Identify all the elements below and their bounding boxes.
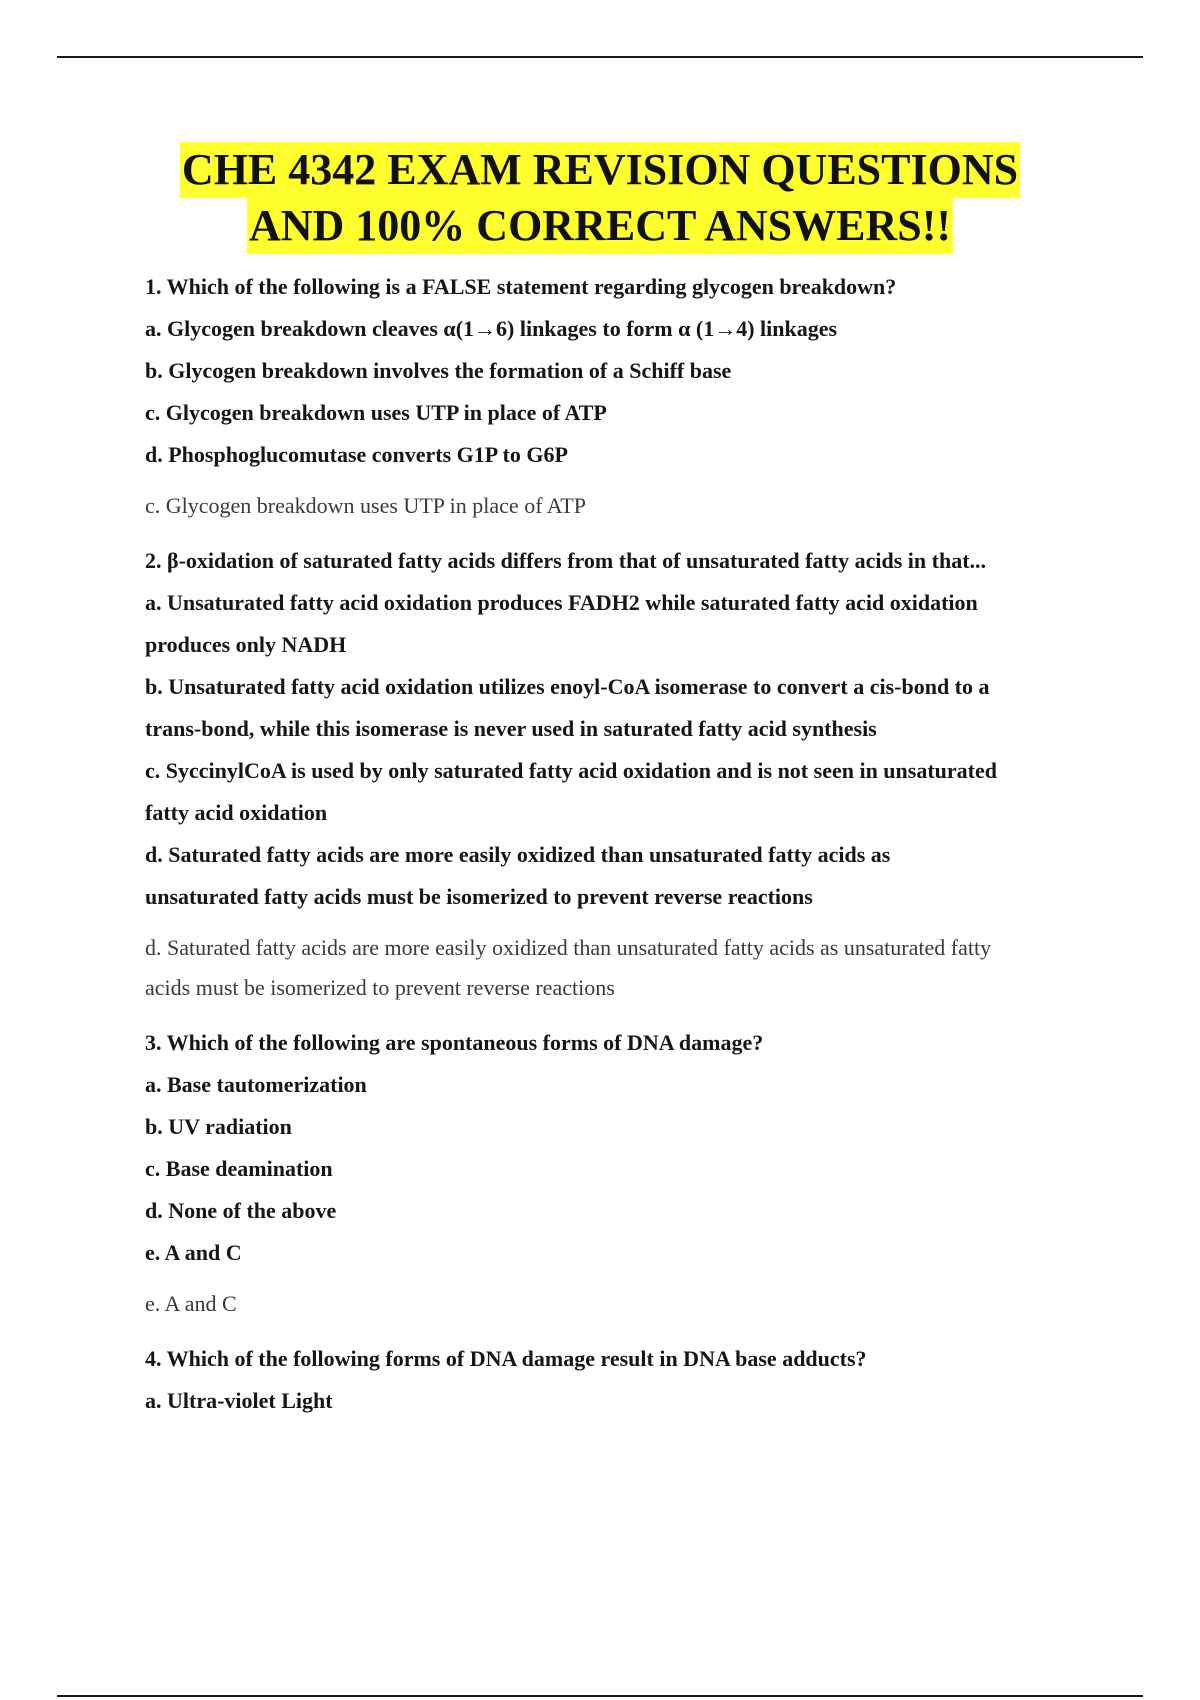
question-1-option-c: c. Glycogen breakdown uses UTP in place of ATP (145, 400, 607, 425)
title-line-1: CHE 4342 EXAM REVISION QUESTIONS (180, 142, 1020, 198)
question-1-option-d: d. Phosphoglucomutase converts G1P to G6P (145, 442, 568, 467)
question-2-answer (145, 928, 1095, 1008)
question-2-option-a-line-1: a. Unsaturated fatty acid oxidation produces FADH2 while saturated fatty acid oxidation (145, 590, 978, 615)
question-1-answer: c. Glycogen breakdown uses UTP in place of ATP (145, 493, 586, 518)
question-1-text: 1. Which of the following is a FALSE statement regarding glycogen breakdown? (145, 274, 897, 299)
question-4-option-a: a. Ultra-violet Light (145, 1388, 333, 1413)
question-3-answer: e. A and C (145, 1291, 237, 1316)
question-2-option-d-line-1: d. Saturated fatty acids are more easily oxidized than unsaturated fatty acids as (145, 842, 891, 867)
question-3-option-a: a. Base tautomerization (145, 1072, 367, 1097)
question-1-option-a: a. Glycogen breakdown cleaves α(1→6) linkages to form α (1→4) linkages (145, 316, 838, 341)
question-3-option-b: b. UV radiation (145, 1114, 292, 1139)
question-3 (145, 1022, 1095, 1324)
question-3-option-c: c. Base deamination (145, 1156, 333, 1181)
question-3-text: 3. Which of the following are spontaneous forms of DNA damage? (145, 1030, 764, 1055)
question-2-option-a-line-2: produces only NADH (145, 632, 347, 657)
question-2-text: 2. β-oxidation of saturated fatty acids differs from that of unsaturated fatty acids in that... (145, 548, 987, 573)
question-2-answer-line-2: acids must be isomerized to prevent reverse reactions (145, 975, 615, 1000)
question-2-option-b-line-2: trans-bond, while this isomerase is never used in saturated fatty acid synthesis (145, 716, 877, 741)
question-2-option-d-line-2: unsaturated fatty acids must be isomerized to prevent reverse reactions (145, 884, 813, 909)
question-4 (145, 1338, 1095, 1422)
question-1-option-b: b. Glycogen breakdown involves the formation of a Schiff base (145, 358, 732, 383)
question-4-text: 4. Which of the following forms of DNA damage result in DNA base adducts? (145, 1346, 867, 1371)
question-2-option-c-line-1: c. SyccinylCoA is used by only saturated fatty acid oxidation and is not seen in unsaturated (145, 758, 997, 783)
title-line-2: AND 100% CORRECT ANSWERS!! (247, 198, 953, 254)
question-2-answer-line-1: d. Saturated fatty acids are more easily oxidized than unsaturated fatty acids as unsaturated fatty (145, 935, 992, 960)
header-rule (57, 56, 1143, 58)
footer-rule (57, 1695, 1143, 1697)
question-1 (145, 266, 1095, 526)
question-2-option-b-line-1: b. Unsaturated fatty acid oxidation utilizes enoyl-CoA isomerase to convert a cis-bond to a (145, 674, 990, 699)
question-2 (145, 540, 1095, 1008)
question-list (145, 266, 1095, 1422)
question-3-option-d: d. None of the above (145, 1198, 337, 1223)
question-3-option-e: e. A and C (145, 1240, 242, 1265)
question-2-option-c-line-2: fatty acid oxidation (145, 800, 328, 825)
document-title (57, 142, 1143, 254)
